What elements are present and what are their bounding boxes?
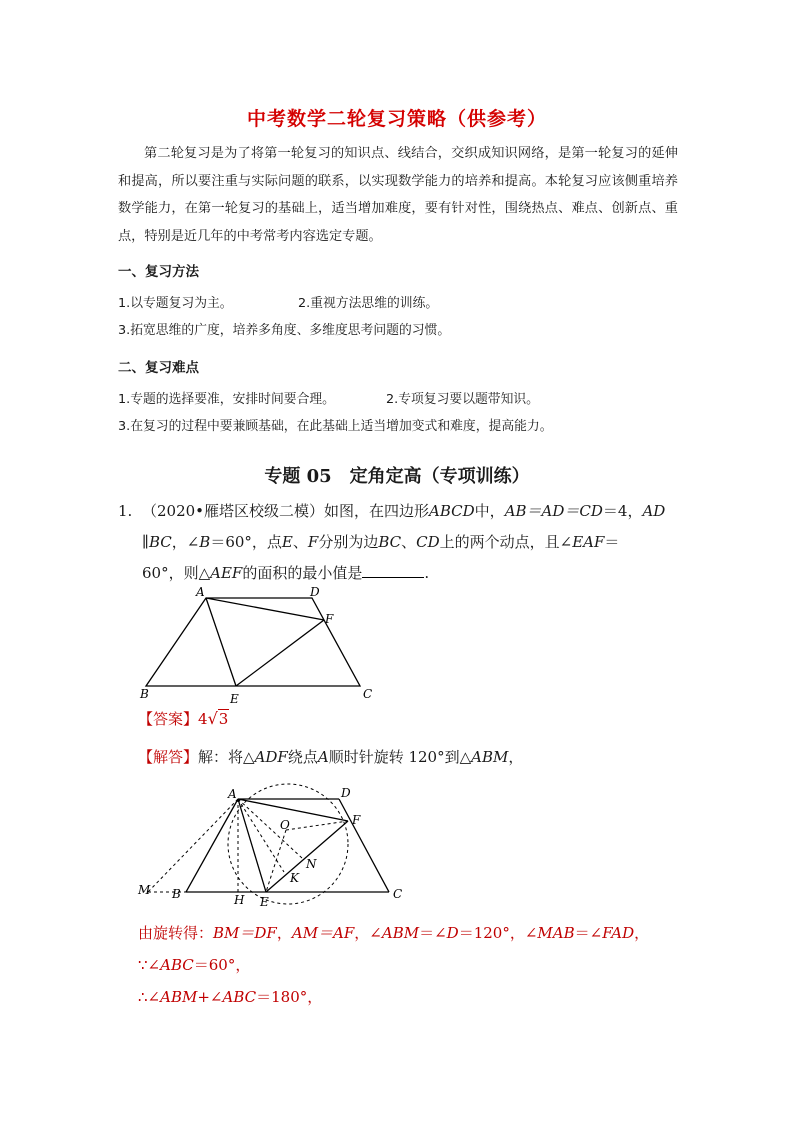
fig1-label-d: D	[310, 585, 320, 599]
fig2-label-d: D	[341, 786, 351, 800]
step-3: ∴∠ABM+∠ABC＝180°，	[138, 988, 323, 1006]
fig2-label-e: E	[260, 895, 269, 907]
step-1: 由旋转得：BM＝DF，AM＝AF，∠ABM＝∠D＝120°，∠MAB＝∠FAD，	[138, 924, 650, 942]
fig1-label-a: A	[196, 585, 205, 599]
fig2-label-o: O	[280, 818, 290, 832]
fig2-label-c: C	[393, 887, 403, 901]
method-item-1: 1.以专题复习为主。	[118, 296, 233, 311]
fig2-label-f: F	[352, 813, 361, 827]
method-item-3: 3.拓宽思维的广度，培养多角度、多维度思考问题的习惯。	[118, 323, 451, 338]
difficulty-item-3: 3.在复习的过程中要兼顾基础，在此基础上适当增加变式和难度，提高能力。	[118, 419, 553, 434]
method-item-2: 2.重视方法思维的训练。	[298, 296, 439, 311]
fig1-label-f: F	[325, 612, 334, 626]
answer-line: 【答案】4√3	[138, 709, 229, 728]
fig2-label-b: B	[172, 887, 181, 901]
answer-label: 【答案】	[138, 710, 199, 728]
figure-2-rotation	[134, 782, 414, 907]
fig2-label-h: H	[234, 893, 245, 907]
section-title: 专题 05 定角定高（专项训练）	[264, 466, 530, 487]
figure-1-trapezoid	[130, 582, 380, 707]
problem-1: 1. （2020•雁塔区校级二模）如图，在四边形ABCD中，AB＝AD＝CD＝4，AD ∥BC，∠B＝60°，点E、F分别为边BC、CD上的两个动点，且∠EAF＝ 60°，则△AEF的面积的最小值是 .	[118, 496, 678, 589]
answer-value: 4	[198, 710, 208, 728]
solution-line: 【解答】解：将△ADF绕点A顺时针旋转 120°到△ABM，	[138, 748, 524, 766]
fig1-label-b: B	[140, 687, 149, 701]
fig1-label-c: C	[363, 687, 373, 701]
difficulty-item-2: 2.专项复习要以题带知识。	[386, 392, 539, 407]
fig1-label-e: E	[230, 692, 239, 706]
fig2-label-k: K	[290, 871, 299, 885]
method-heading: 一、复习方法	[118, 264, 199, 280]
fig2-label-m: M	[138, 883, 151, 897]
fig2-label-a: A	[228, 787, 237, 801]
step-2: ∵∠ABC＝60°，	[138, 956, 251, 974]
intro-paragraph: 第二轮复习是为了将第一轮复习的知识点、线结合，交织成知识网络，是第一轮复习的延伸和提高，所以要注重与实际问题的联系，以实现数学能力的培养和提高。本轮复习应该侧重培养数学能力，在第一轮复习的基础上，适当增加难度，要有针对性，围绕热点、难点、创新点、重点，特别是近几年的中考常考内容选定专题。	[118, 146, 678, 244]
problem-number: 1.	[118, 502, 133, 520]
fig2-label-n: N	[306, 857, 317, 871]
difficulty-item-1: 1.专题的选择要准，安排时间要合理。	[118, 392, 335, 407]
answer-blank[interactable]	[362, 563, 424, 578]
page-title: 中考数学二轮复习策略（供参考）	[246, 108, 547, 130]
difficulty-heading: 二、复习难点	[118, 360, 199, 376]
